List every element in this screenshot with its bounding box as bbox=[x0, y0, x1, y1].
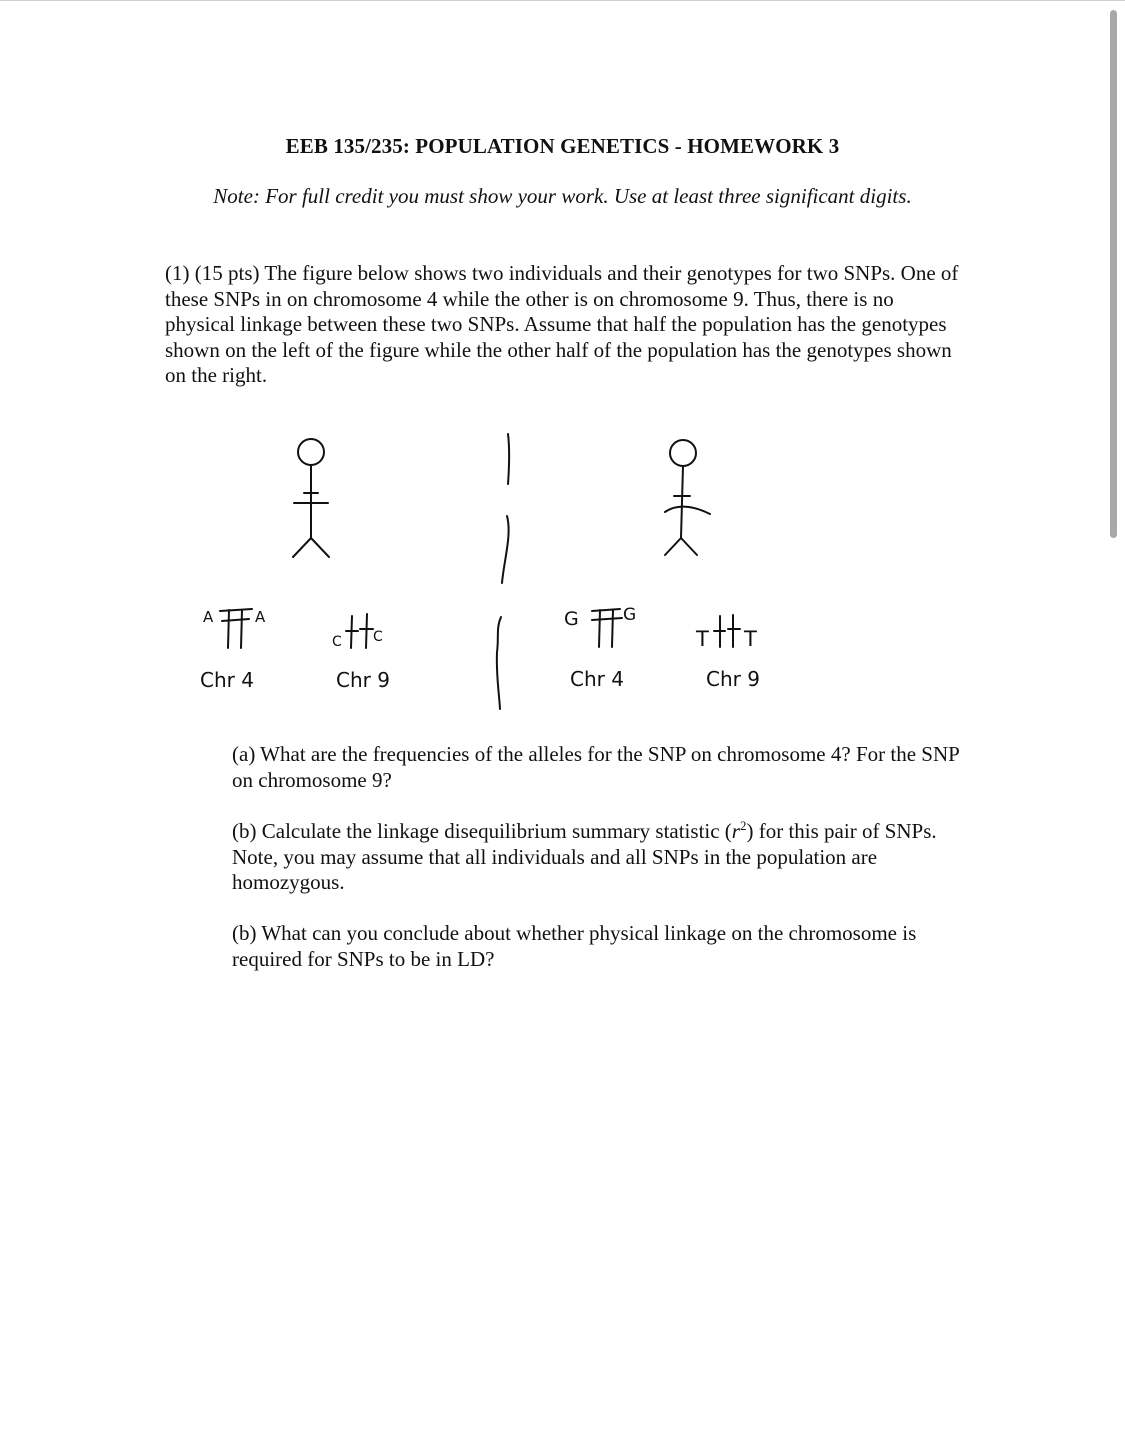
right-individual-leg-right bbox=[681, 538, 697, 555]
left-chr4-label: Chr 4 bbox=[200, 668, 254, 692]
instructions-note: Note: For full credit you must show your work. Use at least three significant digits. bbox=[213, 184, 912, 208]
left-chr9-label: Chr 9 bbox=[336, 668, 390, 692]
page-title: EEB 135/235: POPULATION GENETICS - HOMEWORK 3 bbox=[285, 134, 840, 158]
right-chr9-allele-1: T bbox=[696, 627, 709, 651]
right-individual-body bbox=[681, 466, 683, 538]
question-1 bbox=[165, 261, 965, 389]
left-individual-leg-left bbox=[293, 538, 311, 557]
part-c bbox=[232, 921, 962, 972]
left-individual-icon bbox=[293, 439, 329, 557]
part-b-text bbox=[232, 819, 962, 896]
left-chr4-allele-1: A bbox=[203, 608, 214, 626]
scrollbar-thumb[interactable] bbox=[1110, 10, 1117, 538]
part-b bbox=[232, 819, 962, 896]
left-individual-leg-right bbox=[311, 538, 329, 557]
right-individual-icon bbox=[665, 440, 710, 555]
right-chr4-label: Chr 4 bbox=[570, 667, 624, 691]
part-c-text: (b) What can you conclude about whether physical linkage on the chromosome is required for SNPs to be in LD? bbox=[232, 921, 917, 971]
left-chr9-allele-2: C bbox=[373, 629, 383, 645]
top-border bbox=[0, 0, 1125, 1]
right-chr4-allele-1: G bbox=[564, 608, 579, 630]
left-chr4-chromosomes bbox=[220, 609, 252, 648]
part-b-r-symbol: r bbox=[731, 819, 740, 843]
right-chr9-label: Chr 9 bbox=[706, 667, 760, 691]
right-chr4-chromosomes bbox=[592, 609, 622, 647]
scrollbar[interactable] bbox=[1107, 0, 1119, 1454]
part-a-text: (a) What are the frequencies of the alleles for the SNP on chromosome 4? For the SNP on chromosome 9? bbox=[232, 742, 960, 792]
left-individual-head bbox=[298, 439, 324, 465]
right-chr4-allele-2: G bbox=[623, 605, 637, 625]
part-b-exponent: 2 bbox=[739, 818, 747, 833]
right-chr9-chromosomes bbox=[714, 615, 740, 647]
part-b-suffix: ) for this pair of SNPs. Note, you may assume that all individuals and all SNPs in the population are homozygous. bbox=[232, 819, 937, 895]
left-chr4-allele-2: A bbox=[255, 608, 266, 626]
part-a bbox=[232, 742, 962, 793]
divider-line bbox=[497, 434, 509, 709]
left-chr9-chromosomes bbox=[346, 614, 373, 648]
right-individual-arms bbox=[665, 507, 710, 514]
question-1-text: (1) (15 pts) The figure below shows two individuals and their genotypes for two SNPs. One of these SNPs in on chromosome 4 while the other is on chromosome 9. Thus, there is no physical linkage between these two SNPs. Assume that half the population has the genotypes shown on the left of the figure while the other half of the population has the genotypes shown on the right. bbox=[165, 261, 959, 388]
left-chr9-allele-1: C bbox=[332, 634, 342, 650]
part-b-prefix: (b) Calculate the linkage disequilibrium summary statistic ( bbox=[232, 819, 732, 843]
right-individual-leg-left bbox=[665, 538, 681, 555]
right-individual-head bbox=[670, 440, 696, 466]
right-chr9-allele-2: T bbox=[744, 627, 757, 651]
genotype-figure bbox=[160, 420, 820, 720]
genotype-figure-svg bbox=[160, 420, 820, 720]
